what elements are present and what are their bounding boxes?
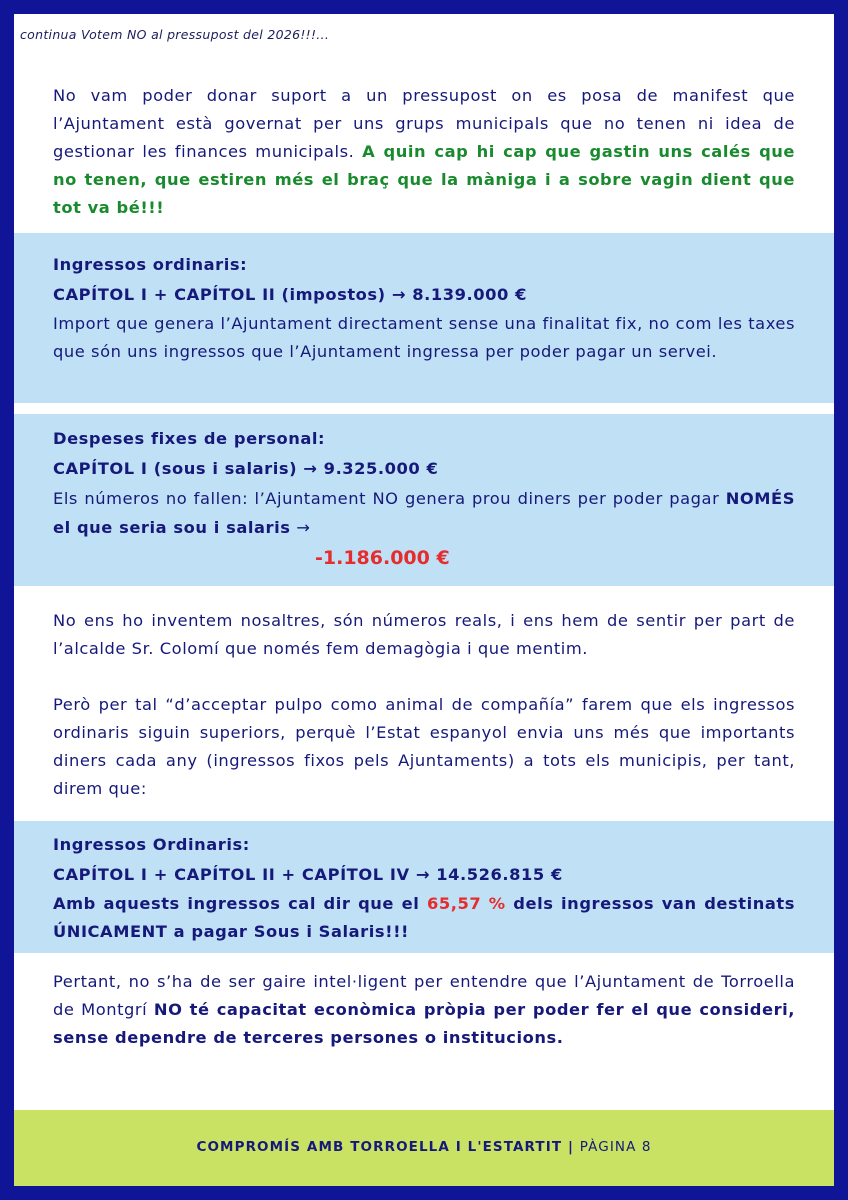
intro-highlight: A quin cap hi cap que gastin uns calés que no tenen, que estiren més el braç que la màniga i a sobre vagin dient que tot va bé!!! — [53, 142, 796, 217]
band1-formula: CAPÍTOL I + CAPÍTOL II (impostos) → 8.139.000 € — [53, 285, 527, 304]
band2-text-bold: NOMÉS el que seria sou i salaris — [53, 489, 795, 537]
footer-org: COMPROMÍS AMB TORROELLA I L'ESTARTIT — [196, 1139, 563, 1155]
band2-formula: CAPÍTOL I (sous i salaris) → 9.325.000 € — [53, 459, 439, 478]
footer-bar — [14, 1110, 834, 1186]
band-ingressos-ordinaris-total — [14, 821, 834, 953]
band2-result: -1.186.000 € — [315, 547, 450, 569]
band-ingressos-ordinaris — [14, 233, 834, 403]
band1-title: Ingressos ordinaris: — [53, 255, 248, 274]
band2-result-row — [53, 547, 795, 569]
band2-arrow: → — [290, 518, 311, 537]
conclusion-text: Pertant, no s’ha de ser gaire intel·ligent per entendre que l’Ajuntament de Torroella de Montgrí — [53, 972, 795, 1019]
band2-text — [53, 484, 795, 542]
footer-text — [14, 1139, 834, 1155]
band2-text-plain: Els números no fallen: l’Ajuntament NO genera prou diners per poder pagar — [53, 489, 726, 508]
conclusion-paragraph — [53, 968, 795, 1052]
band3-percent: 65,57 % — [426, 894, 506, 913]
intro-text: No vam poder donar suport a un pressupost on es posa de manifest que l’Ajuntament està governat per uns grups municipals que no tenen ni idea de gestionar les finances municipals. — [53, 86, 795, 161]
band1-text: Import que genera l’Ajuntament directament sense una finalitat fix, no com les taxes que són uns ingressos que l’Ajuntament ingressa per poder pagar un servei. — [53, 314, 795, 361]
header-note: continua Votem NO al pressupost del 2026!!!... — [20, 27, 330, 42]
footer-separator: | — [562, 1139, 580, 1155]
intro-paragraph — [53, 82, 795, 222]
band3-text — [53, 890, 795, 946]
paragraph-pulpo: Però per tal “d’acceptar pulpo como animal de compañía” farem que els ingressos ordinaris siguin superiors, perquè l’Estat espanyol envia uns més que importants diners cada any (ingressos fixos pels Ajuntaments) a tots els municipis, per tant, direm que: — [53, 695, 795, 798]
band3-text-b: dels ingressos van destinats ÚNICAMENT a pagar Sous i Salaris!!! — [53, 894, 795, 941]
band2-title: Despeses fixes de personal: — [53, 429, 326, 448]
band3-text-a: Amb aquests ingressos cal dir que el — [53, 894, 427, 913]
band3-formula: CAPÍTOL I + CAPÍTOL II + CAPÍTOL IV → 14.526.815 € — [53, 865, 563, 884]
paragraph-numeros-reals: No ens ho inventem nosaltres, són números reals, i ens hem de sentir per part de l’alcalde Sr. Colomí que només fem demagògia i que mentim. — [53, 611, 795, 658]
footer-page: PÀGINA 8 — [579, 1139, 652, 1155]
conclusion-bold: NO té capacitat econòmica pròpia per poder fer el que consideri, sense dependre de terceres persones o institucions. — [53, 1000, 796, 1047]
band-despeses-personal — [14, 414, 834, 586]
band3-title: Ingressos Ordinaris: — [53, 835, 250, 854]
